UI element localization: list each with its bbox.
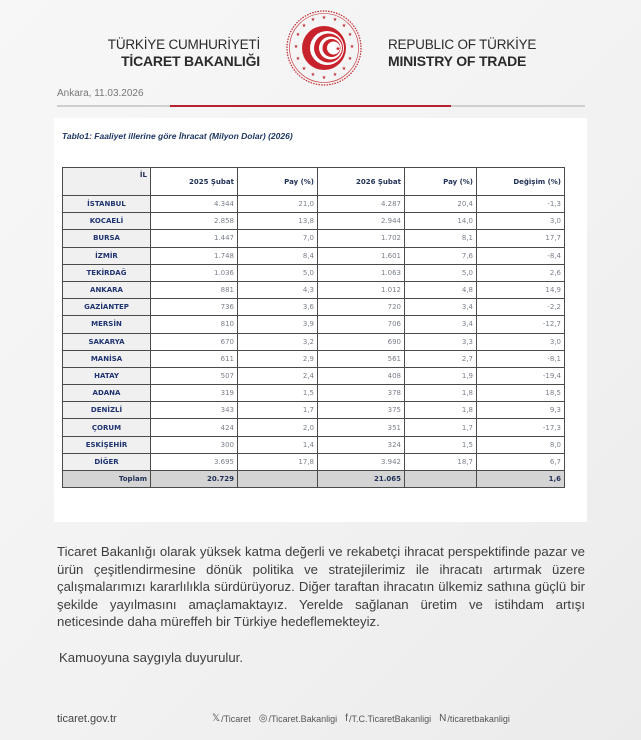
svg-text:★: ★ <box>295 32 301 38</box>
cell-value-2025: 343 <box>151 402 238 419</box>
svg-text:★: ★ <box>341 66 347 72</box>
social-handle: /Ticaret.Bakanligi <box>268 713 338 724</box>
cell-change-percent: -1,3 <box>477 196 565 213</box>
cell-share-2025: 13,8 <box>238 213 318 230</box>
cell-change-percent: 18,5 <box>477 385 565 402</box>
cell-share-2025: 2,4 <box>238 367 318 384</box>
table-row <box>63 436 565 453</box>
ministry-emblem-icon <box>284 8 364 88</box>
cell-share-2025: 8,4 <box>238 247 318 264</box>
cell-share-2026: 3,4 <box>405 299 477 316</box>
cell-city: DİĞER <box>63 453 151 470</box>
cell-value-2026: 561 <box>318 350 405 367</box>
republic-name-tr: TÜRKİYE CUMHURİYETİ <box>107 37 260 52</box>
column-header-2025: 2025 Şubat <box>151 168 238 196</box>
cell-total-value-2025: 20.729 <box>151 471 238 488</box>
cell-share-2025: 3,9 <box>238 316 318 333</box>
cell-value-2026: 2.944 <box>318 213 405 230</box>
table-row <box>63 350 565 367</box>
cell-city: MERSİN <box>63 316 151 333</box>
cell-share-2026: 1,7 <box>405 419 477 436</box>
cell-value-2025: 507 <box>151 367 238 384</box>
svg-text:★: ★ <box>301 66 307 72</box>
cell-value-2025: 4.344 <box>151 196 238 213</box>
cell-city: HATAY <box>63 367 151 384</box>
cell-change-percent: -8,4 <box>477 247 565 264</box>
cell-share-2026: 1,8 <box>405 385 477 402</box>
svg-text:★: ★ <box>301 23 307 29</box>
cell-share-2025: 7,0 <box>238 230 318 247</box>
svg-text:★: ★ <box>349 44 355 50</box>
cell-share-2026: 8,1 <box>405 230 477 247</box>
cell-city: KOCAELİ <box>63 213 151 230</box>
table-row <box>63 213 565 230</box>
cell-change-percent: 3,0 <box>477 333 565 350</box>
cell-value-2026: 408 <box>318 367 405 384</box>
cell-value-2026: 378 <box>318 385 405 402</box>
cell-value-2026: 1.702 <box>318 230 405 247</box>
cell-change-percent: 17,7 <box>477 230 565 247</box>
cell-value-2025: 670 <box>151 333 238 350</box>
social-link-nsosyal[interactable] <box>439 713 510 724</box>
cell-value-2025: 319 <box>151 385 238 402</box>
cell-share-2026: 14,0 <box>405 213 477 230</box>
table-body <box>63 196 565 488</box>
cell-city: ÇORUM <box>63 419 151 436</box>
svg-text:★: ★ <box>347 32 353 38</box>
cell-value-2025: 810 <box>151 316 238 333</box>
cell-change-percent: 3,0 <box>477 213 565 230</box>
svg-text:★: ★ <box>332 72 338 78</box>
cell-share-2026: 3,3 <box>405 333 477 350</box>
cell-value-2026: 690 <box>318 333 405 350</box>
cell-share-2026: 7,6 <box>405 247 477 264</box>
social-handle: /ticaretbakanligi <box>447 713 510 724</box>
table-title: Tablo1: Faaliyet illerine göre İhracat (Milyon Dolar) (2026) <box>62 131 293 141</box>
cell-value-2026: 375 <box>318 402 405 419</box>
cell-share-2026: 1,9 <box>405 367 477 384</box>
cell-value-2025: 881 <box>151 281 238 298</box>
cell-city: İZMİR <box>63 247 151 264</box>
column-header-change: Değişim (%) <box>477 168 565 196</box>
cell-value-2026: 351 <box>318 419 405 436</box>
cell-change-percent: -17,3 <box>477 419 565 436</box>
cell-value-2026: 1.012 <box>318 281 405 298</box>
cell-share-2025: 1,4 <box>238 436 318 453</box>
table-row <box>63 230 565 247</box>
svg-text:★: ★ <box>341 23 347 29</box>
table-header-row <box>63 168 565 196</box>
table-row <box>63 247 565 264</box>
table-row <box>63 333 565 350</box>
cell-value-2025: 1.036 <box>151 264 238 281</box>
svg-text:★: ★ <box>335 45 341 53</box>
cell-total-share-2025 <box>238 471 318 488</box>
ministry-name-tr: TİCARET BAKANLIĞI <box>121 53 260 69</box>
cell-value-2025: 1.447 <box>151 230 238 247</box>
cell-value-2026: 3.942 <box>318 453 405 470</box>
column-header-pay-2026: Pay (%) <box>405 168 477 196</box>
svg-text:★: ★ <box>347 56 353 62</box>
cell-city: GAZİANTEP <box>63 299 151 316</box>
social-links <box>212 713 510 724</box>
cell-city: DENİZLİ <box>63 402 151 419</box>
cell-share-2026: 4,8 <box>405 281 477 298</box>
cell-city: BURSA <box>63 230 151 247</box>
cell-share-2025: 17,8 <box>238 453 318 470</box>
cell-city: ANKARA <box>63 281 151 298</box>
cell-share-2026: 18,7 <box>405 453 477 470</box>
cell-city: İSTANBUL <box>63 196 151 213</box>
table-row <box>63 196 565 213</box>
social-link-instagram[interactable] <box>259 713 337 724</box>
cell-share-2025: 5,0 <box>238 264 318 281</box>
ministry-name-en: MINISTRY OF TRADE <box>388 53 527 69</box>
x-icon: 𝕏 <box>212 713 221 724</box>
cell-share-2026: 20,4 <box>405 196 477 213</box>
cell-share-2025: 3,2 <box>238 333 318 350</box>
column-header-pay-2025: Pay (%) <box>238 168 318 196</box>
table-row <box>63 419 565 436</box>
cell-share-2025: 21,0 <box>238 196 318 213</box>
cell-change-percent: -12,7 <box>477 316 565 333</box>
cell-value-2025: 736 <box>151 299 238 316</box>
table-row <box>63 264 565 281</box>
website-link[interactable]: ticaret.gov.tr <box>57 713 117 725</box>
cell-share-2026: 1,8 <box>405 402 477 419</box>
social-link-x[interactable] <box>212 713 251 724</box>
cell-total-change-percent: 1,6 <box>477 471 565 488</box>
cell-change-percent: 6,7 <box>477 453 565 470</box>
press-closing: Kamuoyuna saygıyla duyurulur. <box>59 650 243 665</box>
cell-value-2025: 2.858 <box>151 213 238 230</box>
cell-city: ADANA <box>63 385 151 402</box>
facebook-icon: f <box>345 713 348 724</box>
cell-change-percent: -8,1 <box>477 350 565 367</box>
cell-share-2025: 2,9 <box>238 350 318 367</box>
cell-share-2025: 3,6 <box>238 299 318 316</box>
svg-text:★: ★ <box>310 72 316 78</box>
cell-city: SAKARYA <box>63 333 151 350</box>
cell-share-2025: 4,3 <box>238 281 318 298</box>
cell-value-2026: 720 <box>318 299 405 316</box>
social-handle: /Ticaret <box>221 713 251 724</box>
social-handle: /T.C.TicaretBakanligi <box>348 713 432 724</box>
cell-value-2025: 1.748 <box>151 247 238 264</box>
cell-share-2026: 2,7 <box>405 350 477 367</box>
table-row <box>63 453 565 470</box>
cell-change-percent: -19,4 <box>477 367 565 384</box>
cell-share-2025: 2,0 <box>238 419 318 436</box>
cell-value-2026: 4.287 <box>318 196 405 213</box>
press-body-paragraph: Ticaret Bakanlığı olarak yüksek katma değerli ve rekabetçi ihracat perspektifinde pazar ve ürün çeşitlendirmesine dönük politika ve stratejilerimiz ile ihracatı artırmak üzere çalışmalarımızı kararlılıkla sürdürüyoruz. Diğer taraftan ihracatın ülkemiz sathına güçlü bir şekilde yayılmasını amaçlamaktayız. Yerelde sağlanan üretim ve istihdam artışı neticesinde daha müreffeh bir Türkiye hedeflemekteyiz. <box>57 544 585 630</box>
cell-value-2025: 3.695 <box>151 453 238 470</box>
table-row <box>63 385 565 402</box>
cell-value-2026: 1.601 <box>318 247 405 264</box>
cell-share-2026: 5,0 <box>405 264 477 281</box>
press-date: Ankara, 11.03.2026 <box>57 88 144 99</box>
svg-text:★: ★ <box>321 15 327 21</box>
svg-text:★: ★ <box>332 17 338 23</box>
cell-share-2026: 3,4 <box>405 316 477 333</box>
table-row <box>63 316 565 333</box>
cell-change-percent: 8,0 <box>477 436 565 453</box>
republic-name-en: REPUBLIC OF TÜRKİYE <box>388 37 537 52</box>
instagram-icon: ◎ <box>258 713 268 724</box>
svg-text:★: ★ <box>310 17 316 23</box>
social-link-facebook[interactable] <box>345 713 431 724</box>
cell-city: MANİSA <box>63 350 151 367</box>
cell-value-2026: 324 <box>318 436 405 453</box>
cell-total-share-2026 <box>405 471 477 488</box>
svg-text:★: ★ <box>295 56 301 62</box>
cell-value-2026: 706 <box>318 316 405 333</box>
cell-city: TEKİRDAĞ <box>63 264 151 281</box>
cell-value-2026: 1.063 <box>318 264 405 281</box>
cell-city: ESKİŞEHİR <box>63 436 151 453</box>
table-row <box>63 281 565 298</box>
header-left-title <box>90 36 260 70</box>
cell-total-value-2026: 21.065 <box>318 471 405 488</box>
cell-share-2025: 1,7 <box>238 402 318 419</box>
cell-total-label: Toplam <box>63 471 151 488</box>
cell-change-percent: 9,3 <box>477 402 565 419</box>
cell-change-percent: 14,9 <box>477 281 565 298</box>
export-table <box>62 167 565 488</box>
cell-share-2026: 1,5 <box>405 436 477 453</box>
cell-value-2025: 300 <box>151 436 238 453</box>
cell-value-2025: 611 <box>151 350 238 367</box>
cell-value-2025: 424 <box>151 419 238 436</box>
table-row <box>63 299 565 316</box>
svg-text:★: ★ <box>293 44 299 50</box>
table-row <box>63 367 565 384</box>
svg-text:★: ★ <box>321 75 327 81</box>
cell-share-2025: 1,5 <box>238 385 318 402</box>
nsosyal-icon: N <box>439 713 447 724</box>
header-divider-accent <box>170 105 451 107</box>
column-header-il: İL <box>63 168 151 196</box>
table-row <box>63 402 565 419</box>
cell-change-percent: 2,6 <box>477 264 565 281</box>
cell-change-percent: -2,2 <box>477 299 565 316</box>
header-right-title <box>388 36 588 70</box>
table-total-row <box>63 471 565 488</box>
column-header-2026: 2026 Şubat <box>318 168 405 196</box>
